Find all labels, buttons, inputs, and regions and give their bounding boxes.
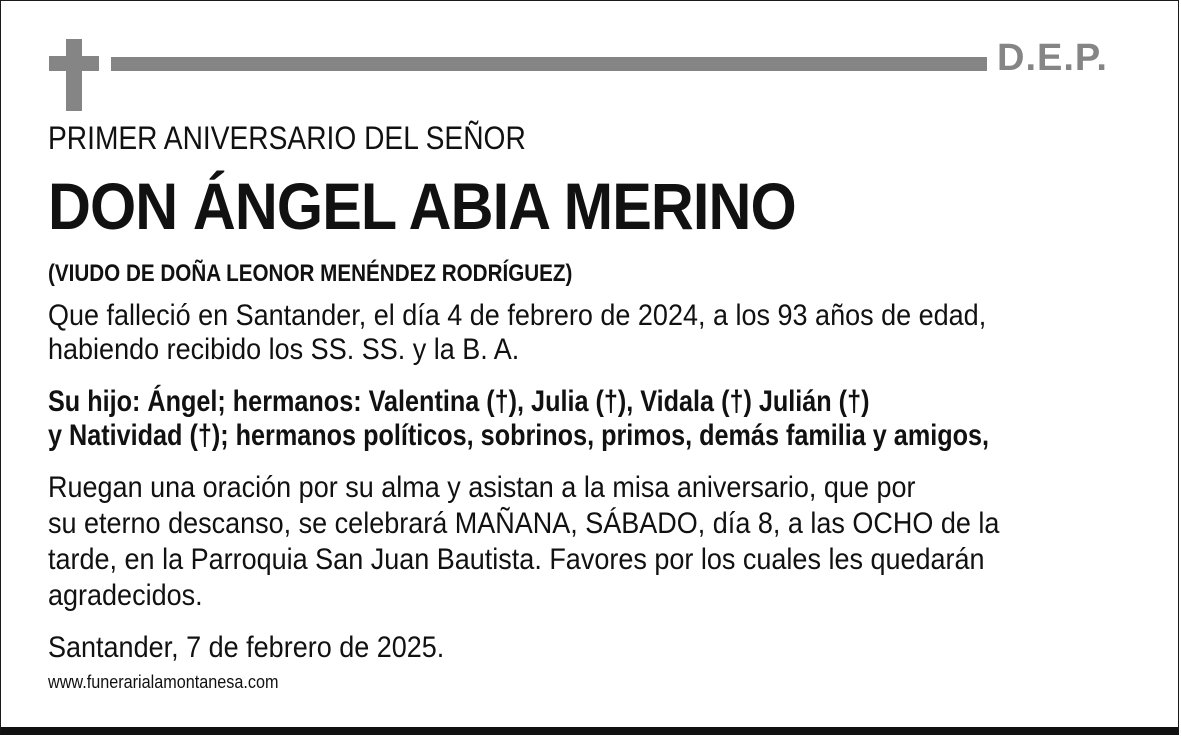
family-line-2: y Natividad (†); hermanos políticos, sobrinos, primos, demás familia y amigos,	[48, 419, 990, 452]
family-line-1: Su hijo: Ángel; hermanos: Valentina (†), Julia (†), Vidala (†) Julián (†)	[48, 385, 870, 418]
request-line-1: Ruegan una oración por su alma y asistan a la misa aniversario, que por	[48, 471, 916, 504]
notice-subtitle: PRIMER ANIVERSARIO DEL SEÑOR	[48, 120, 526, 156]
cross-vertical-bar	[66, 39, 82, 111]
header-rule	[111, 57, 987, 71]
place-date: Santander, 7 de febrero de 2025.	[48, 631, 445, 664]
request-line-2: su eterno descanso, se celebrará MAÑANA, SÁBADO, día 8, a las OCHO de la	[48, 507, 1000, 540]
death-line-1: Que falleció en Santander, el día 4 de febrero de 2024, a los 93 años de edad,	[48, 299, 987, 332]
cross-icon	[49, 39, 99, 111]
dep-label: D.E.P.	[997, 37, 1108, 79]
deceased-name: DON ÁNGEL ABIA MERINO	[48, 169, 796, 243]
request-line-4: agradecidos.	[48, 579, 203, 612]
widow-of-line: (VIUDO DE DOÑA LEONOR MENÉNDEZ RODRÍGUEZ)	[48, 260, 573, 287]
request-line-3: tarde, en la Parroquia San Juan Bautista. Favores por los cuales les quedarán	[48, 543, 985, 576]
website-link[interactable]: www.funerarialamontanesa.com	[48, 672, 279, 692]
cross-horizontal-bar	[49, 56, 99, 71]
death-line-2: habiendo recibido los SS. SS. y la B. A.	[48, 333, 520, 366]
